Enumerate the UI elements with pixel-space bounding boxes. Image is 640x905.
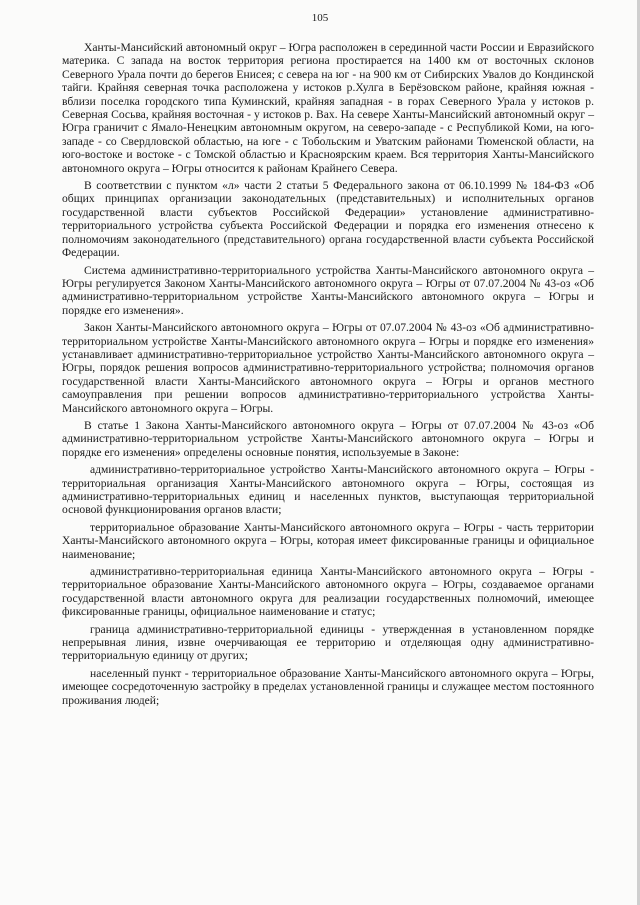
paragraph-article-1: В статье 1 Закона Ханты-Мансийского автономного округа – Югры от 07.07.2004 № 43-оз «Об административно-территориальном устройстве Ханты-Мансийского автономного округа – Югры и порядке его изменения» определены основные понятия, используемые в Законе: (62, 418, 594, 459)
definition-administrative-unit: административно-территориальная единица Ханты-Мансийского автономного округа – Югры - территориальное образование Ханты-Мансийского автономного округа – Югры, создаваемое органами государственной власти автономного округа для реализации государственных полномочий, имеющее фиксированные границы, официальное наименование и статус; (62, 565, 594, 619)
definition-administrative-structure: административно-территориальное устройство Ханты-Мансийского автономного округа – Югры - территориальная организация Ханты-Мансийского автономного округа – Югры, состоящая из административно-территориальных единиц и населенных пунктов, выступающая территориальной основой функционирования органов власти; (62, 463, 594, 517)
paragraph-regional-law: Закон Ханты-Мансийского автономного округа – Югры от 07.07.2004 № 43-оз «Об административно-территориальном устройстве Ханты-Мансийского автономного округа – Югры и порядке его изменения» устанавливает административно-территориальное устройство Ханты-Мансийского автономного округа – Югры, порядок решения вопросов административно-территориального устройства; полномочия органов государственной власти Ханты-Мансийского автономного округа – Югры и органов местного самоуправления при решении вопросов административно-территориального устройства Ханты-Мансийского автономного округа – Югры. (62, 321, 594, 415)
definition-territorial-formation: территориальное образование Ханты-Мансийского автономного округа – Югры - часть территории Ханты-Мансийского автономного округа – Югры, которая имеет фиксированные границы и официальное наименование; (62, 520, 594, 561)
definition-unit-border: граница административно-территориальной единицы - утвержденная в установленном порядке непрерывная линия, извне очерчивающая ее территорию и отделяющая одну административно-территориальную единицу от других; (62, 622, 594, 663)
paragraph-federal-law: В соответствии с пунктом «л» части 2 статьи 5 Федерального закона от 06.10.1999 № 184-ФЗ «Об общих принципах организации законодательных (представительных) и исполнительных органов государственной власти субъектов Российской Федерации» установление административно-территориального устройства субъекта Российской Федерации и порядка его изменения отнесено к полномочиям законодательного (представительного) органа государственной власти субъекта Российской Федерации. (62, 179, 594, 260)
paragraph-system: Система административно-территориального устройства Ханты-Мансийского автономного округа – Югры регулируется Законом Ханты-Мансийского автономного округа – Югры от 07.07.2004 № 43-оз «Об административно-территориальном устройстве Ханты-Мансийского автономного округа – Югры и порядке его изменения». (62, 263, 594, 317)
page-number: 105 (311, 12, 329, 24)
document-body (62, 41, 594, 711)
definition-settlement: населенный пункт - территориальное образование Ханты-Мансийского автономного округа – Югры, имеющее сосредоточенную застройку в пределах установленной границы и служащее местом постоянного проживания людей; (62, 666, 594, 707)
paragraph-geography: Ханты-Мансийский автономный округ – Югра расположен в серединной части России и Евразийского материка. С запада на восток территория региона простирается на 1400 км от восточных склонов Северного Урала почти до берегов Енисея; с севера на юг - на 900 км от Сибирских Увалов до Кондинской тайги. Крайняя северная точка расположена у истоков р.Хулга в Берёзовском районе, крайняя южная - вблизи поселка городского типа Куминский, крайняя западная - в горах Северного Урала у истоков р. Северная Сосьва, крайняя восточная - у истоков р. Вах. На севере Ханты-Мансийский автономный округ – Югра граничит с Ямало-Ненецким автономным округом, на северо-западе - с Республикой Коми, на юго-западе - со Свердловской областью, на юге - с Тобольским и Уватским районами Тюменской области, на юго-востоке и востоке - с Томской областью и Красноярским краем. Вся территория Ханты-Мансийского автономного округа – Югры относится к районам Крайнего Севера. (62, 41, 594, 175)
